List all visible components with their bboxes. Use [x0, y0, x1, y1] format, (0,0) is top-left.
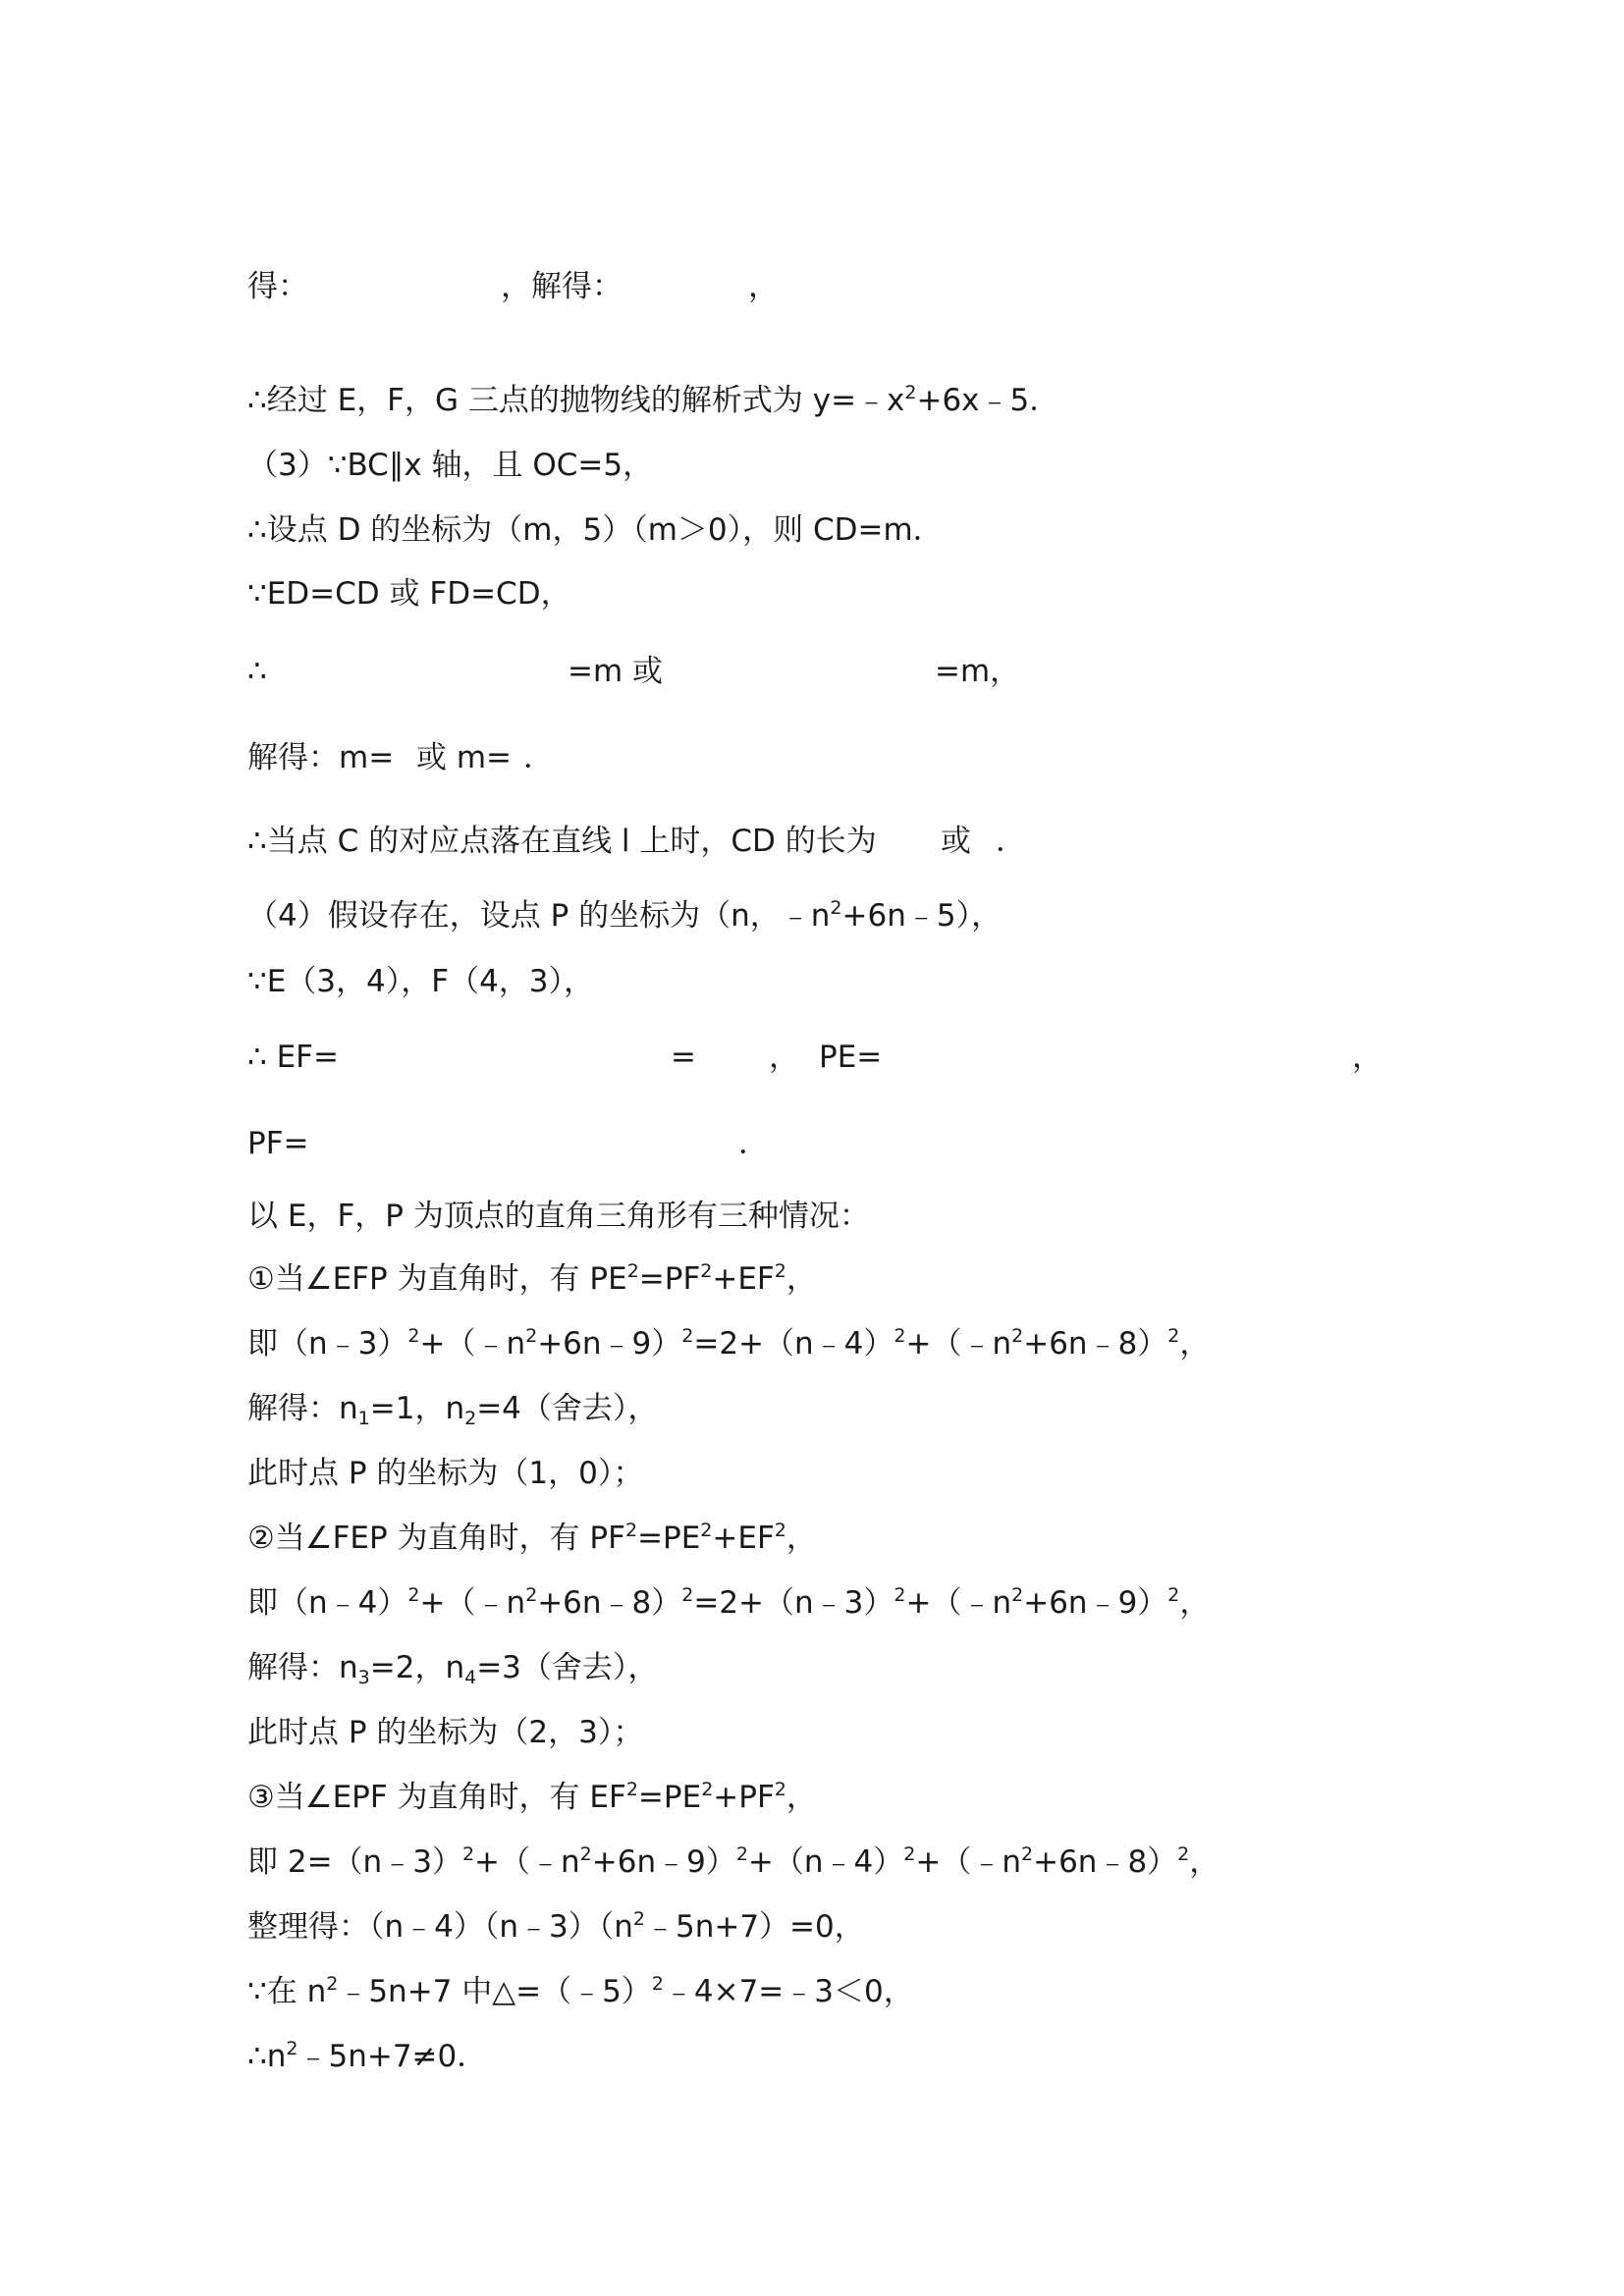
line-9: （4）假设存在，设点 P 的坐标为（n，$﹣n^2+6n﹣5$），: [247, 897, 1002, 934]
line-22: ③当∠EPF 为直角时，有 $EF^2=PE^2+PF^2$，: [247, 1779, 817, 1815]
line-14: ①当∠EFP 为直角时，有 $PE^2=PF^2+EF^2$，: [247, 1260, 817, 1297]
line-11-part-e: ，: [1352, 1040, 1382, 1075]
line-10: ∵E（3，4），F（4，3），: [247, 964, 595, 999]
line-24: 整理得：$(n﹣4)(n﹣3)(n^2﹣5n+7)=0$，: [247, 1908, 865, 1945]
line-1-part-b: ，解得：: [501, 269, 623, 304]
line-21: 此时点 P 的坐标为（2，3）；: [247, 1715, 644, 1750]
line-17: 此时点 P 的坐标为（1，0）；: [247, 1456, 644, 1491]
line-20: 解得：$n_3=2$，$n_4=3$（舍去），: [247, 1650, 659, 1688]
line-8-part-b: 或: [941, 824, 971, 859]
line-6-part-c: =m，: [935, 654, 1021, 689]
line-12-part-b: ．: [738, 1126, 769, 1161]
line-1-part-c: ，: [748, 269, 779, 304]
line-8-part-a: ∴当点 C 的对应点落在直线 l 上时，CD 的长为: [247, 824, 877, 859]
line-11-part-c: ，: [769, 1040, 799, 1075]
line-7-part-a: 解得：m=: [247, 740, 395, 775]
line-16: 解得：$n_1=1$，$n_2=4$（舍去），: [247, 1391, 659, 1429]
line-4: ∴设点 D 的坐标为（m，5）（m＞0），则 CD=m．: [247, 512, 944, 548]
line-18: ②当∠FEP 为直角时，有 $PF^2=PE^2+EF^2$，: [247, 1520, 817, 1556]
line-7-part-c: ．: [523, 740, 554, 775]
line-19: 即$(n﹣4)^2+(﹣n^2+6n﹣8)^2=2+(n﹣3)^2+(﹣n^2+6n﹣9)^2$，: [247, 1584, 1211, 1621]
line-12-part-a: PF=: [247, 1126, 309, 1161]
line-11-part-b: =: [671, 1040, 696, 1075]
line-7-part-b: 或 m=: [416, 740, 513, 775]
line-11-part-a: ∴ EF=: [247, 1040, 339, 1075]
line-26: $\therefore n^2﹣5n+7\ne 0$．: [247, 2038, 488, 2074]
line-25: ∵在 $n^2﹣5n+7$ 中△=（﹣5）$^2$﹣4×7=﹣3＜0，: [247, 1973, 914, 2009]
line-13: 以 E，F，P 为顶点的直角三角形有三种情况：: [247, 1199, 870, 1234]
line-3: （3）∵BC∥x 轴，且 OC=5，: [247, 448, 654, 483]
line-5: ∵ED=CD 或 FD=CD，: [247, 576, 571, 612]
line-8-part-c: ．: [996, 824, 1026, 859]
line-23: 即 $2=(n﹣3)^2+(﹣n^2+6n﹣9)^2+(n﹣4)^2+(﹣n^2+6n﹣8)^2$，: [247, 1843, 1220, 1880]
line-2: ∴经过 E，F，G 三点的抛物线的解析式为 $y=﹣x^2+6x﹣5$．: [247, 382, 1060, 418]
line-1-part-a: 得：: [247, 269, 308, 304]
line-15: 即$(n﹣3)^2+(﹣n^2+6n﹣9)^2=2+(n﹣4)^2+(﹣n^2+6n﹣8)^2$，: [247, 1325, 1211, 1362]
line-11-part-d: PE=: [819, 1040, 883, 1075]
line-6-part-b: =m 或: [568, 654, 664, 689]
line-6-part-a: ∴: [247, 654, 267, 689]
